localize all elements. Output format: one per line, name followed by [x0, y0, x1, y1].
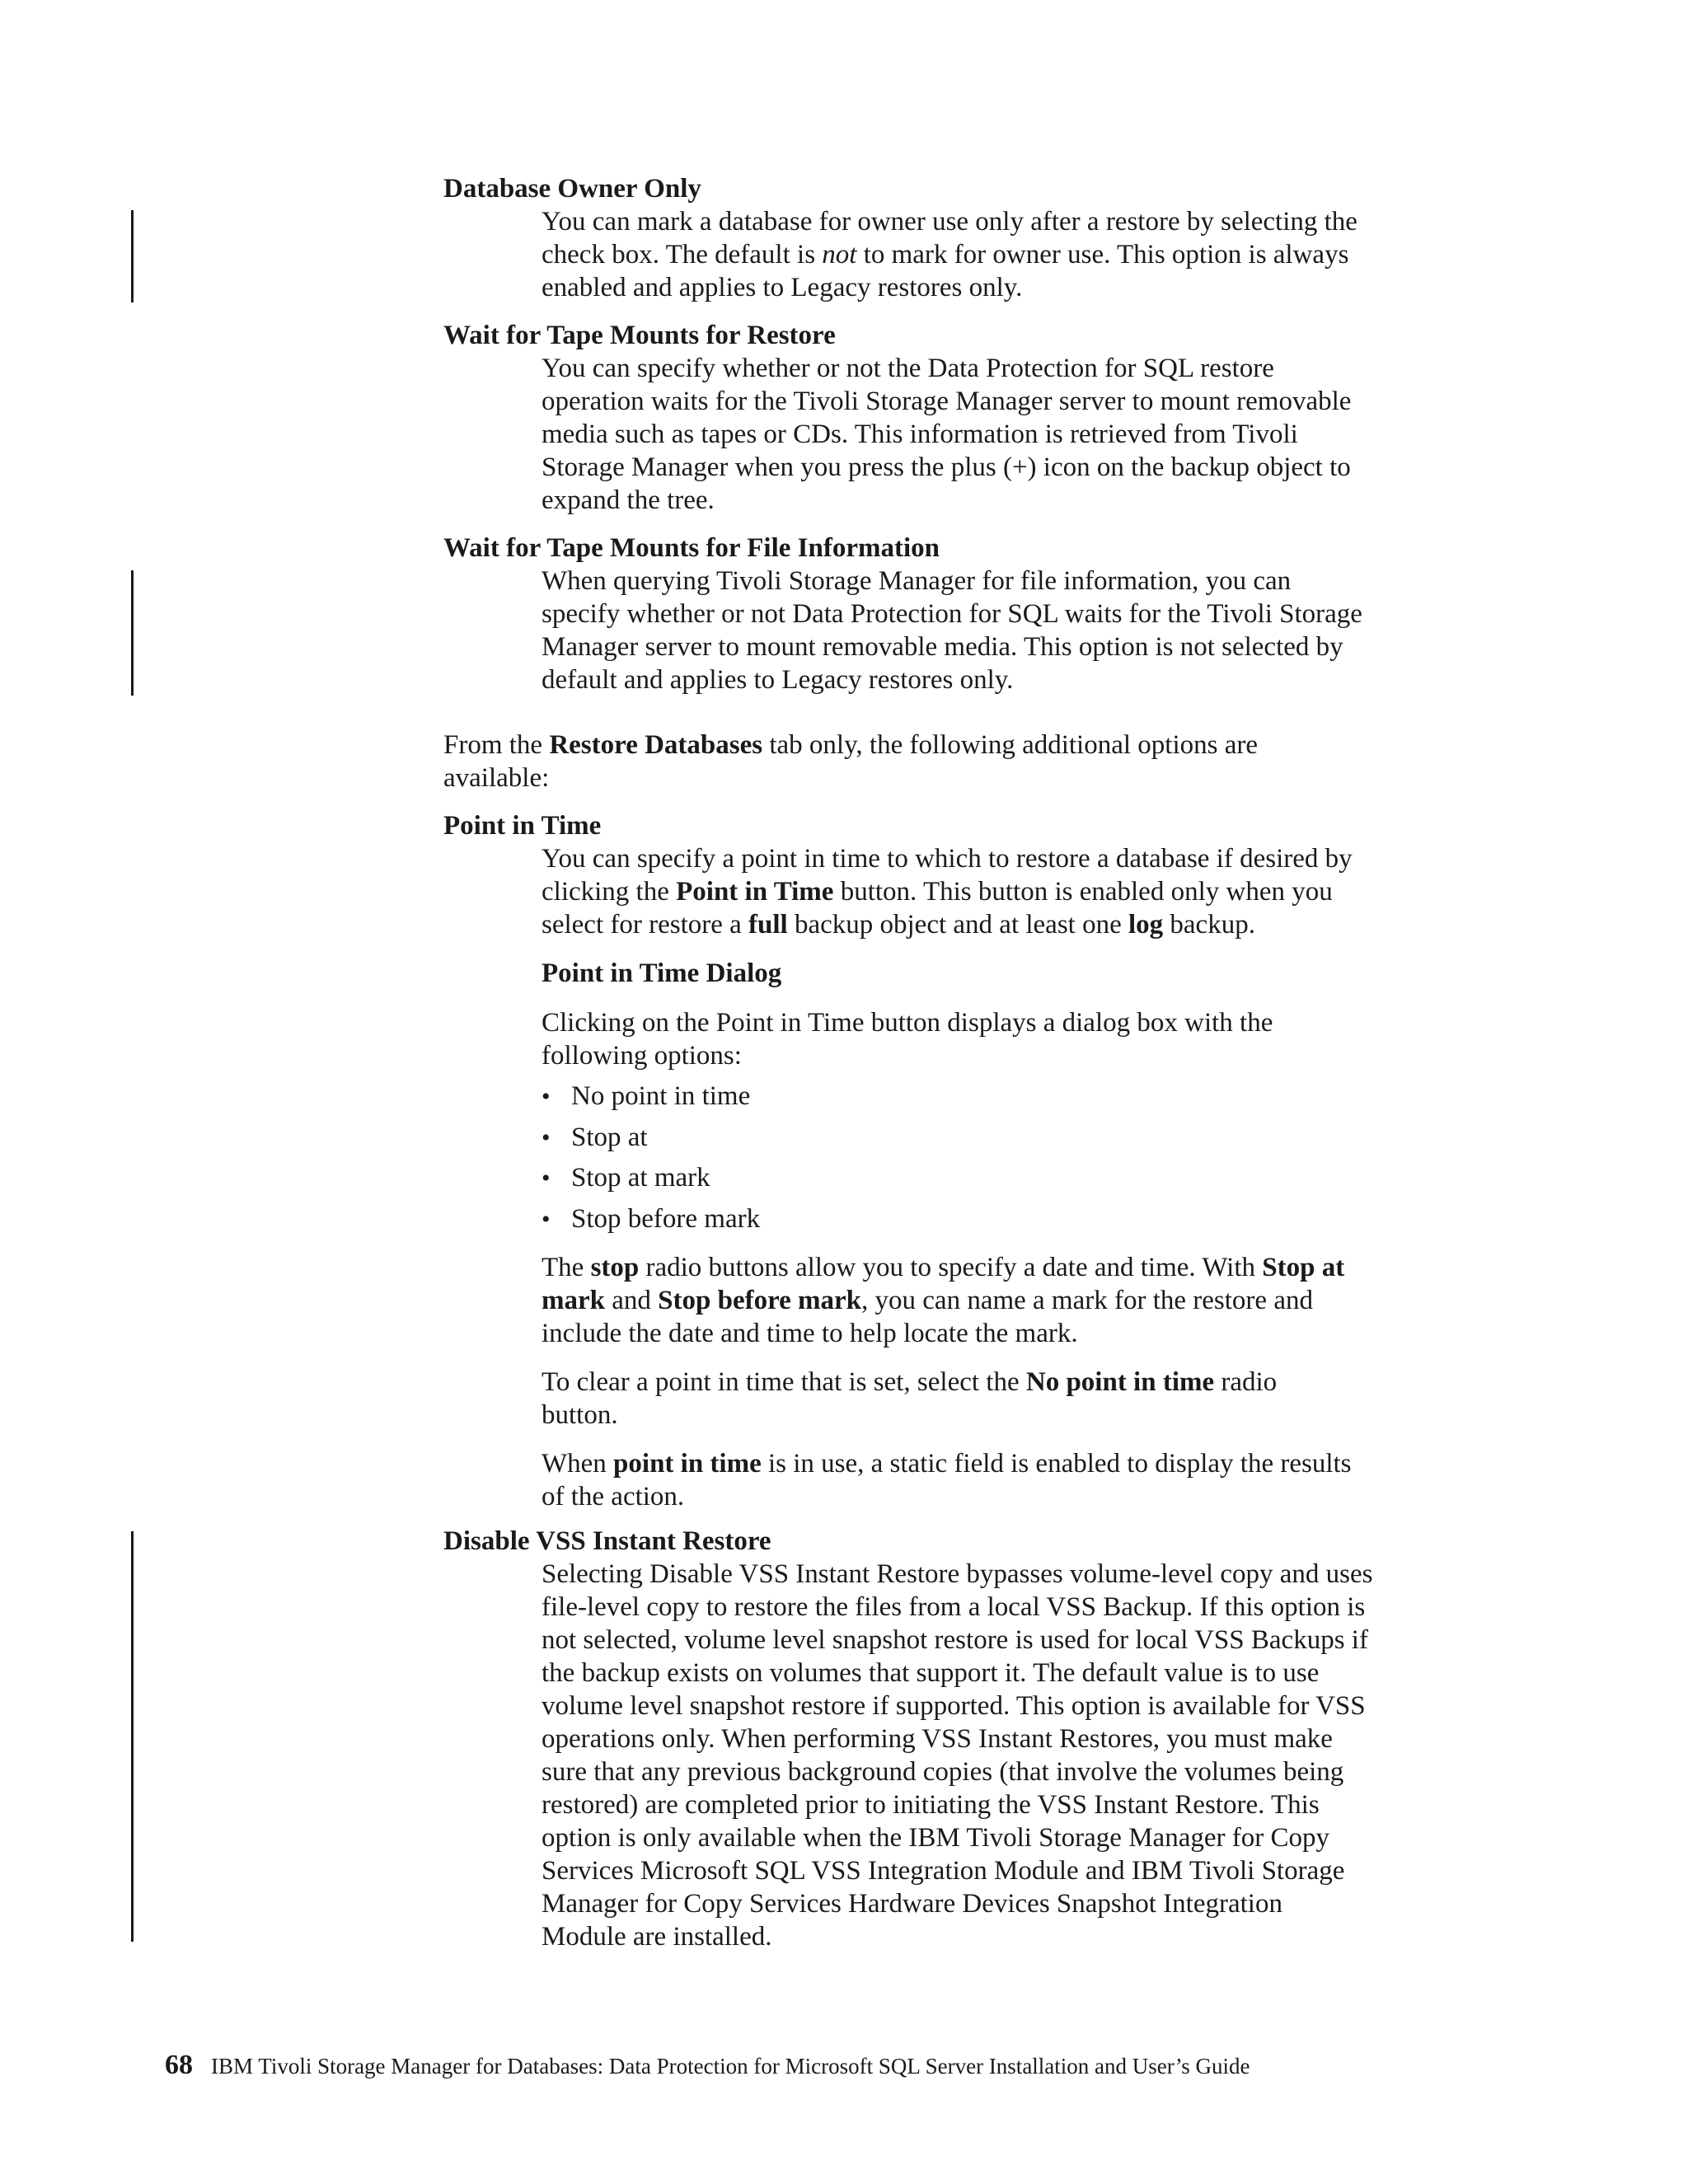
text-line: You can specify whether or not the Data Protection for SQL restore	[542, 354, 1274, 383]
text-line: check box. The default is not to mark for owner use. This option is always	[542, 240, 1349, 269]
text-line: restored) are completed prior to initiating the VSS Instant Restore. This	[542, 1790, 1320, 1820]
change-bar	[131, 1531, 134, 1942]
text-line: Storage Manager when you press the plus (+) icon on the backup object to	[542, 452, 1351, 482]
definition-wait-tape-file-info	[542, 565, 1489, 696]
text-line: To clear a point in time that is set, select the No point in time radio	[542, 1367, 1278, 1397]
text-line: Manager server to mount removable media. This option is not selected by	[542, 632, 1343, 662]
dialog-description	[542, 1006, 1489, 1072]
bullet-icon: •	[542, 1083, 551, 1110]
term-point-in-time: Point in Time	[443, 811, 602, 841]
text-line: You can mark a database for owner use only after a restore by selecting the	[542, 207, 1357, 237]
text-line: media such as tapes or CDs. This information is retrieved from Tivoli	[542, 419, 1298, 449]
bullet-icon: •	[542, 1165, 551, 1192]
text-line: operation waits for the Tivoli Storage Manager server to mount removable	[542, 387, 1352, 416]
text-line: file-level copy to restore the files from a local VSS Backup. If this option is	[542, 1592, 1366, 1622]
text-line: When querying Tivoli Storage Manager for file information, you can	[542, 566, 1292, 596]
definition-point-in-time	[542, 842, 1489, 941]
term-disable-vss-instant-restore: Disable VSS Instant Restore	[443, 1526, 771, 1556]
list-item-label: No point in time	[571, 1081, 751, 1111]
text-line: Clicking on the Point in Time button displays a dialog box with the	[542, 1008, 1273, 1038]
list-item	[542, 1080, 750, 1113]
text-line: specify whether or not Data Protection for SQL waits for the Tivoli Storage	[542, 599, 1362, 629]
text-line: mark and Stop before mark, you can name a mark for the restore and	[542, 1286, 1313, 1315]
text-line: clicking the Point in Time button. This button is enabled only when you	[542, 877, 1333, 907]
list-item-label: Stop before mark	[571, 1204, 761, 1234]
page-footer	[165, 2050, 1566, 2081]
text-line: Manager for Copy Services Hardware Devices Snapshot Integration	[542, 1889, 1282, 1919]
text-line: You can specify a point in time to which to restore a database if desired by	[542, 844, 1353, 874]
footer-title: IBM Tivoli Storage Manager for Databases: Data Protection for Microsoft SQL Server Installation and User’s Guide	[211, 2054, 1250, 2079]
text-line: From the Restore Databases tab only, the following additional options are	[443, 730, 1259, 760]
text-line: default and applies to Legacy restores only.	[542, 665, 1014, 695]
page-number: 68	[165, 2050, 193, 2080]
list-item	[542, 1202, 760, 1236]
text-line: volume level snapshot restore if supported. This option is available for VSS	[542, 1691, 1366, 1721]
term-wait-tape-file-info: Wait for Tape Mounts for File Information	[443, 533, 940, 563]
definition-database-owner-only	[542, 205, 1489, 304]
text-line: The stop radio buttons allow you to specify a date and time. With Stop at	[542, 1253, 1345, 1282]
intro-paragraph	[443, 729, 1490, 794]
text-line: following options:	[542, 1041, 742, 1071]
list-item-label: Stop at mark	[571, 1163, 710, 1193]
text-line: the backup exists on volumes that support it. The default value is to use	[542, 1658, 1320, 1688]
list-item	[542, 1161, 710, 1195]
text-line: sure that any previous background copies (that involve the volumes being	[542, 1757, 1344, 1787]
list-item-label: Stop at	[571, 1122, 648, 1152]
text-line: available:	[443, 763, 550, 793]
text-line: expand the tree.	[542, 485, 715, 515]
stop-radio-paragraph	[542, 1251, 1489, 1350]
point-in-time-dialog-heading: Point in Time Dialog	[542, 958, 782, 988]
text-line: select for restore a full backup object and at least one log backup.	[542, 910, 1255, 940]
term-database-owner-only: Database Owner Only	[443, 174, 701, 204]
text-line: option is only available when the IBM Tivoli Storage Manager for Copy	[542, 1823, 1329, 1853]
text-line: Module are installed.	[542, 1922, 772, 1952]
list-item	[542, 1121, 648, 1155]
change-bar	[131, 210, 134, 302]
text-line: button.	[542, 1400, 618, 1430]
change-bar	[131, 570, 134, 696]
text-line: Services Microsoft SQL VSS Integration Module and IBM Tivoli Storage	[542, 1856, 1345, 1886]
text-line: include the date and time to help locate the mark.	[542, 1319, 1078, 1348]
clear-paragraph	[542, 1366, 1489, 1432]
term-wait-tape-restore: Wait for Tape Mounts for Restore	[443, 321, 836, 350]
text-line: of the action.	[542, 1482, 685, 1511]
text-line: operations only. When performing VSS Instant Restores, you must make	[542, 1724, 1333, 1754]
definition-wait-tape-restore	[542, 352, 1489, 517]
text-line: not selected, volume level snapshot restore is used for local VSS Backups if	[542, 1625, 1368, 1655]
text-line: enabled and applies to Legacy restores only.	[542, 273, 1023, 302]
when-paragraph	[542, 1447, 1489, 1513]
bullet-icon: •	[542, 1206, 551, 1233]
text-line: Selecting Disable VSS Instant Restore bypasses volume-level copy and uses	[542, 1559, 1373, 1589]
bullet-icon: •	[542, 1124, 551, 1151]
definition-disable-vss-instant-restore	[542, 1558, 1489, 1953]
text-line: When point in time is in use, a static field is enabled to display the results	[542, 1449, 1352, 1479]
